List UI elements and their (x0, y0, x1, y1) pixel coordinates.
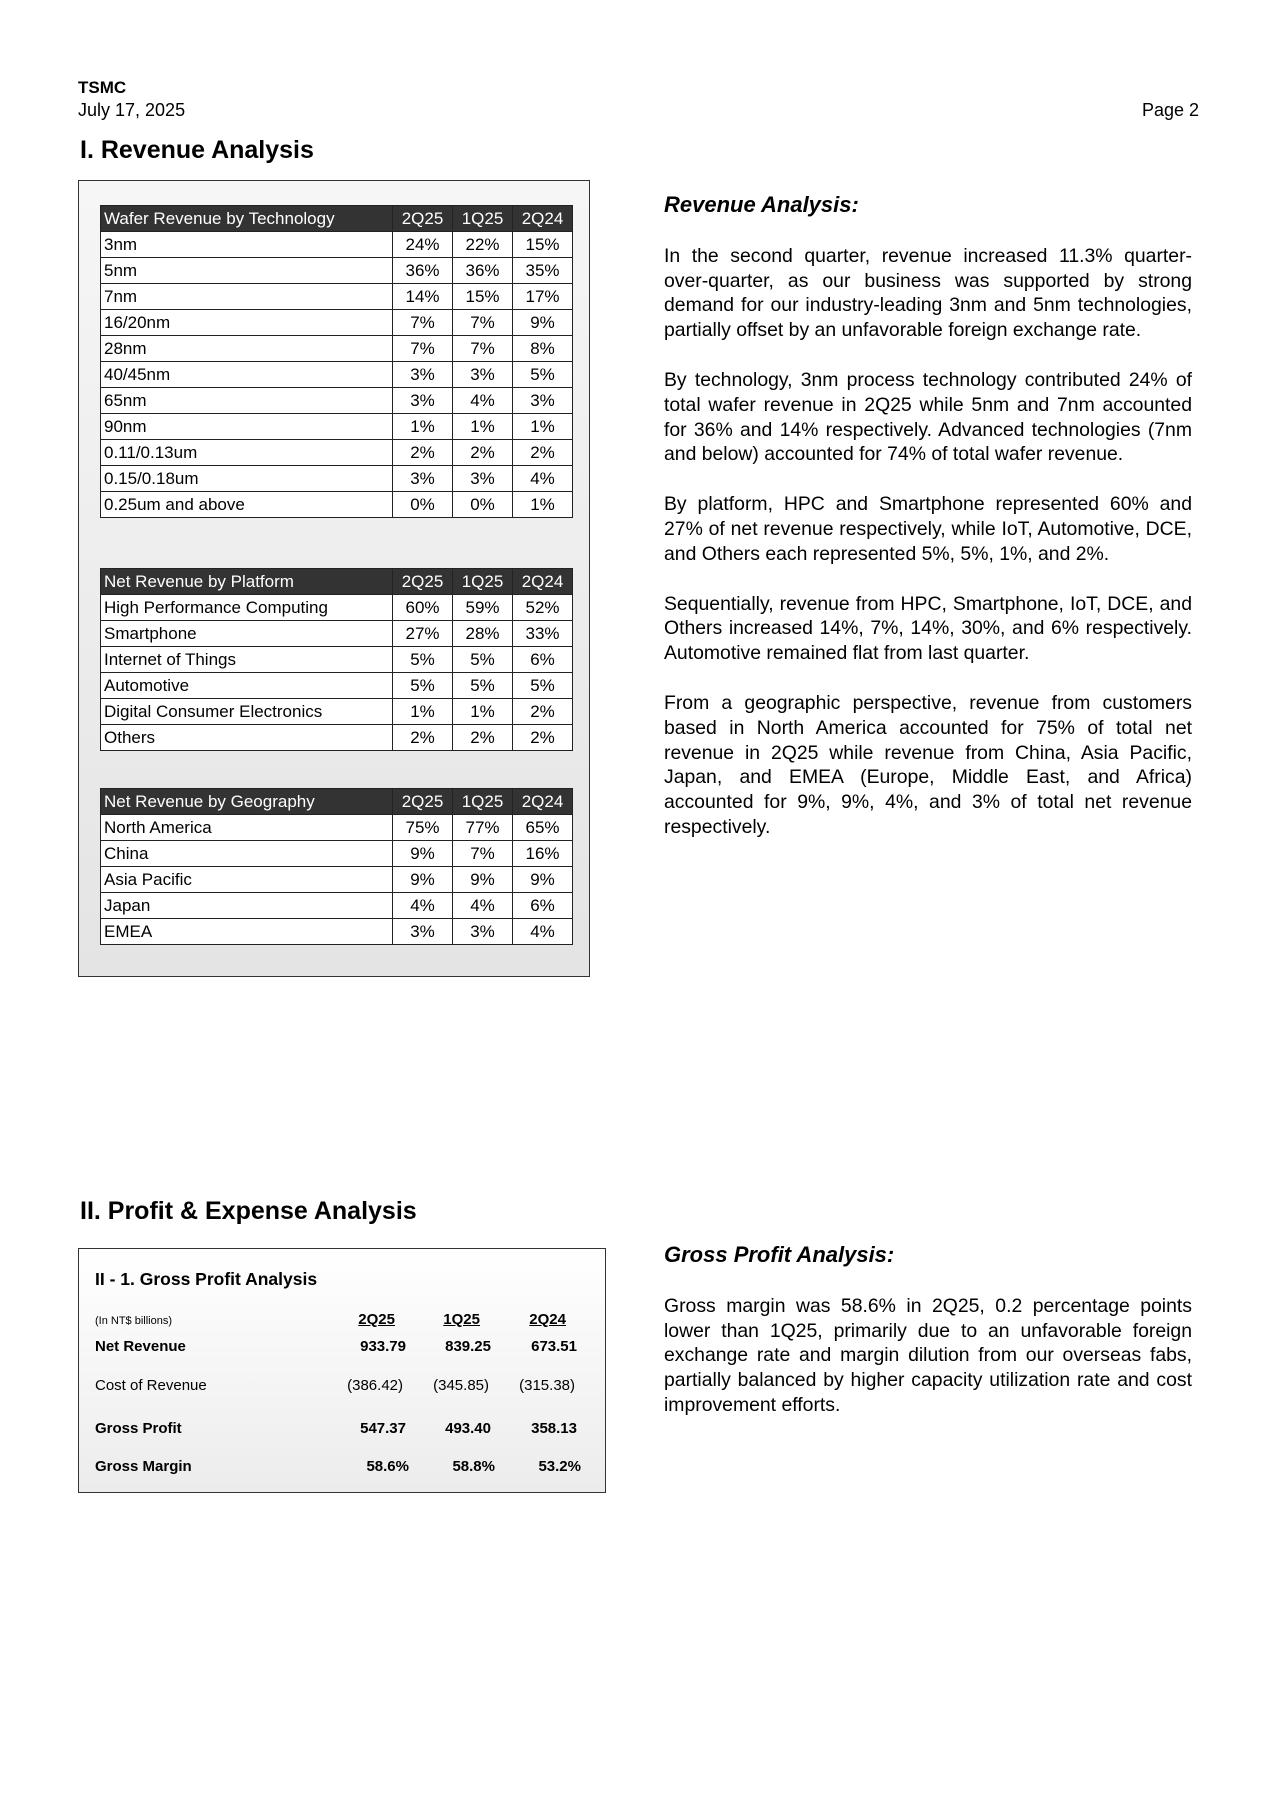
column-header: 1Q25 (453, 206, 513, 232)
row-value: 9% (393, 867, 453, 893)
table-row (101, 310, 573, 336)
row-value: 58.6% (366, 1458, 409, 1475)
row-value: 0% (393, 492, 453, 518)
gross-profit-row (95, 1338, 595, 1358)
row-value: 3% (393, 466, 453, 492)
row-value: 77% (453, 815, 513, 841)
row-label: EMEA (101, 919, 393, 945)
row-value: 3% (393, 388, 453, 414)
table-row (101, 414, 573, 440)
row-label: 0.11/0.13um (101, 440, 393, 466)
column-header: 2Q24 (513, 206, 573, 232)
row-label: 90nm (101, 414, 393, 440)
row-label: 16/20nm (101, 310, 393, 336)
column-header: 2Q25 (393, 569, 453, 595)
row-value: 4% (513, 919, 573, 945)
row-value: 35% (513, 258, 573, 284)
row-value: (345.85) (433, 1377, 489, 1394)
row-label: 40/45nm (101, 362, 393, 388)
row-value: 33% (513, 621, 573, 647)
table-title-cell: Net Revenue by Platform (101, 569, 393, 595)
row-value: 3% (513, 388, 573, 414)
row-value: 9% (513, 310, 573, 336)
row-value: 15% (453, 284, 513, 310)
table-title-cell: Net Revenue by Geography (101, 789, 393, 815)
row-value: 5% (453, 673, 513, 699)
row-value: 1% (453, 414, 513, 440)
row-value: 28% (453, 621, 513, 647)
row-value: 358.13 (531, 1420, 577, 1437)
row-label: Japan (101, 893, 393, 919)
row-value: 2% (513, 725, 573, 751)
table-row (101, 893, 573, 919)
row-value: 1% (453, 699, 513, 725)
table-row (101, 440, 573, 466)
row-label: Others (101, 725, 393, 751)
revenue-paragraph: In the second quarter, revenue increased 11.3% quarter-over-quarter, as our business was supported by strong demand for our industry-leading 3nm and 5nm technologies, partially offset by an unfavorable foreign exchange rate. (664, 244, 1192, 342)
table-row (101, 362, 573, 388)
row-value: 6% (513, 647, 573, 673)
row-label: Cost of Revenue (95, 1377, 207, 1394)
platform-revenue-table (100, 568, 573, 751)
column-header: 1Q25 (453, 569, 513, 595)
row-value: 933.79 (360, 1338, 406, 1355)
row-value: 14% (393, 284, 453, 310)
table-row (101, 466, 573, 492)
table-row (101, 284, 573, 310)
row-value: 4% (453, 893, 513, 919)
table-row (101, 699, 573, 725)
row-value: 1% (393, 414, 453, 440)
row-value: 58.8% (452, 1458, 495, 1475)
row-label: 5nm (101, 258, 393, 284)
row-value: 4% (453, 388, 513, 414)
row-value: 3% (453, 466, 513, 492)
row-label: North America (101, 815, 393, 841)
row-value: 27% (393, 621, 453, 647)
row-value: 7% (393, 310, 453, 336)
row-value: 9% (453, 867, 513, 893)
revenue-paragraph: Sequentially, revenue from HPC, Smartphone, IoT, DCE, and Others increased 14%, 7%, 14%, 30%, and 6% respectively. Automotive remained flat from last quarter. (664, 592, 1192, 665)
row-value: 673.51 (531, 1338, 577, 1355)
row-value: 3% (393, 919, 453, 945)
gross-profit-row (95, 1458, 595, 1478)
row-label: Gross Margin (95, 1458, 192, 1475)
row-value: 65% (513, 815, 573, 841)
row-label: Asia Pacific (101, 867, 393, 893)
row-value: 9% (513, 867, 573, 893)
row-value: 2% (513, 699, 573, 725)
column-header: 1Q25 (443, 1311, 480, 1328)
row-value: 7% (453, 310, 513, 336)
row-value: 53.2% (538, 1458, 581, 1475)
row-value: 3% (393, 362, 453, 388)
gross-profit-panel (78, 1248, 606, 1493)
table-row (101, 492, 573, 518)
row-value: 4% (393, 893, 453, 919)
row-value: 1% (513, 414, 573, 440)
table-row (101, 919, 573, 945)
row-label: Automotive (101, 673, 393, 699)
table-row (101, 867, 573, 893)
row-label: Internet of Things (101, 647, 393, 673)
row-label: Net Revenue (95, 1338, 186, 1355)
row-label: 7nm (101, 284, 393, 310)
column-header: 2Q24 (529, 1311, 566, 1328)
row-value: 36% (453, 258, 513, 284)
row-value: 1% (513, 492, 573, 518)
row-value: 36% (393, 258, 453, 284)
row-value: 2% (453, 725, 513, 751)
gross-profit-column-header-row (95, 1311, 595, 1331)
table-header-row (101, 569, 573, 595)
wafer-revenue-table (100, 205, 573, 518)
row-value: 9% (393, 841, 453, 867)
gross-profit-table-title: II - 1. Gross Profit Analysis (95, 1269, 318, 1289)
table-header-row (101, 789, 573, 815)
row-value: 3% (453, 362, 513, 388)
row-value: (386.42) (347, 1377, 403, 1394)
table-row (101, 815, 573, 841)
column-header: 2Q24 (513, 789, 573, 815)
revenue-paragraph: By technology, 3nm process technology contributed 24% of total wafer revenue in 2Q25 while 5nm and 7nm accounted for 36% and 14% respectively. Advanced technologies (7nm and below) accounted for 74% of total wafer revenue. (664, 368, 1192, 466)
row-value: 3% (453, 919, 513, 945)
row-value: 22% (453, 232, 513, 258)
table-row (101, 841, 573, 867)
row-label: 65nm (101, 388, 393, 414)
row-value: 75% (393, 815, 453, 841)
gross-profit-paragraph: Gross margin was 58.6% in 2Q25, 0.2 percentage points lower than 1Q25, primarily due to an unfavorable foreign exchange rate and margin dilution from our overseas fabs, partially balanced by higher capacity utilization rate and cost improvement efforts. (664, 1294, 1192, 1416)
row-value: 5% (393, 647, 453, 673)
row-label: Gross Profit (95, 1420, 182, 1437)
row-label: 0.25um and above (101, 492, 393, 518)
revenue-paragraph: By platform, HPC and Smartphone represented 60% and 27% of net revenue respectively, while IoT, Automotive, DCE, and Others each represented 5%, 5%, 1%, and 2%. (664, 493, 1192, 565)
row-value: 17% (513, 284, 573, 310)
row-value: 2% (393, 440, 453, 466)
revenue-commentary-heading: Revenue Analysis: (664, 192, 859, 217)
row-value: (315.38) (519, 1377, 575, 1394)
row-value: 8% (513, 336, 573, 362)
row-value: 60% (393, 595, 453, 621)
column-header: 2Q25 (393, 789, 453, 815)
report-date: July 17, 2025 (78, 100, 186, 120)
row-value: 839.25 (445, 1338, 491, 1355)
row-label: China (101, 841, 393, 867)
revenue-commentary (664, 193, 1192, 865)
row-value: 7% (453, 841, 513, 867)
column-header: 2Q24 (513, 569, 573, 595)
row-value: 5% (513, 362, 573, 388)
row-value: 1% (393, 699, 453, 725)
row-value: 0% (453, 492, 513, 518)
row-label: High Performance Computing (101, 595, 393, 621)
section-title-profit-expense: II. Profit & Expense Analysis (80, 1197, 417, 1225)
row-value: 2% (453, 440, 513, 466)
table-row (101, 621, 573, 647)
unit-label: (In NT$ billions) (95, 1315, 173, 1327)
row-label: 28nm (101, 336, 393, 362)
row-value: 7% (453, 336, 513, 362)
table-header-row (101, 206, 573, 232)
table-row (101, 388, 573, 414)
table-row (101, 673, 573, 699)
gross-profit-commentary-heading: Gross Profit Analysis: (664, 1242, 895, 1267)
page-number: Page 2 (1141, 100, 1199, 120)
row-value: 15% (513, 232, 573, 258)
gross-profit-row (95, 1420, 595, 1440)
gross-profit-row (95, 1377, 595, 1397)
company-name: TSMC (78, 78, 127, 97)
row-value: 59% (453, 595, 513, 621)
row-value: 16% (513, 841, 573, 867)
row-value: 547.37 (360, 1420, 406, 1437)
column-header: 2Q25 (393, 206, 453, 232)
row-value: 2% (513, 440, 573, 466)
column-header: 2Q25 (358, 1311, 395, 1328)
row-value: 6% (513, 893, 573, 919)
table-row (101, 232, 573, 258)
row-value: 24% (393, 232, 453, 258)
table-row (101, 725, 573, 751)
row-label: 3nm (101, 232, 393, 258)
revenue-tables-panel (78, 180, 590, 977)
row-value: 5% (393, 673, 453, 699)
row-value: 52% (513, 595, 573, 621)
table-row (101, 595, 573, 621)
table-row (101, 647, 573, 673)
row-label: Smartphone (101, 621, 393, 647)
table-row (101, 336, 573, 362)
section-title-revenue: I. Revenue Analysis (80, 136, 314, 164)
row-label: Digital Consumer Electronics (101, 699, 393, 725)
row-label: 0.15/0.18um (101, 466, 393, 492)
table-row (101, 258, 573, 284)
row-value: 493.40 (445, 1420, 491, 1437)
revenue-paragraph: From a geographic perspective, revenue from customers based in North America accounted for 75% of total net revenue in 2Q25 while revenue from China, Asia Pacific, Japan, and EMEA (Europe, Middle East, and Africa) accounted for 9%, 9%, 4%, and 3% of total net revenue respectively. (664, 691, 1192, 838)
column-header: 1Q25 (453, 789, 513, 815)
table-title-cell: Wafer Revenue by Technology (101, 206, 393, 232)
row-value: 4% (513, 466, 573, 492)
row-value: 5% (513, 673, 573, 699)
gross-profit-commentary (664, 1243, 1192, 1443)
row-value: 5% (453, 647, 513, 673)
row-value: 7% (393, 336, 453, 362)
row-value: 2% (393, 725, 453, 751)
geography-revenue-table (100, 788, 573, 945)
